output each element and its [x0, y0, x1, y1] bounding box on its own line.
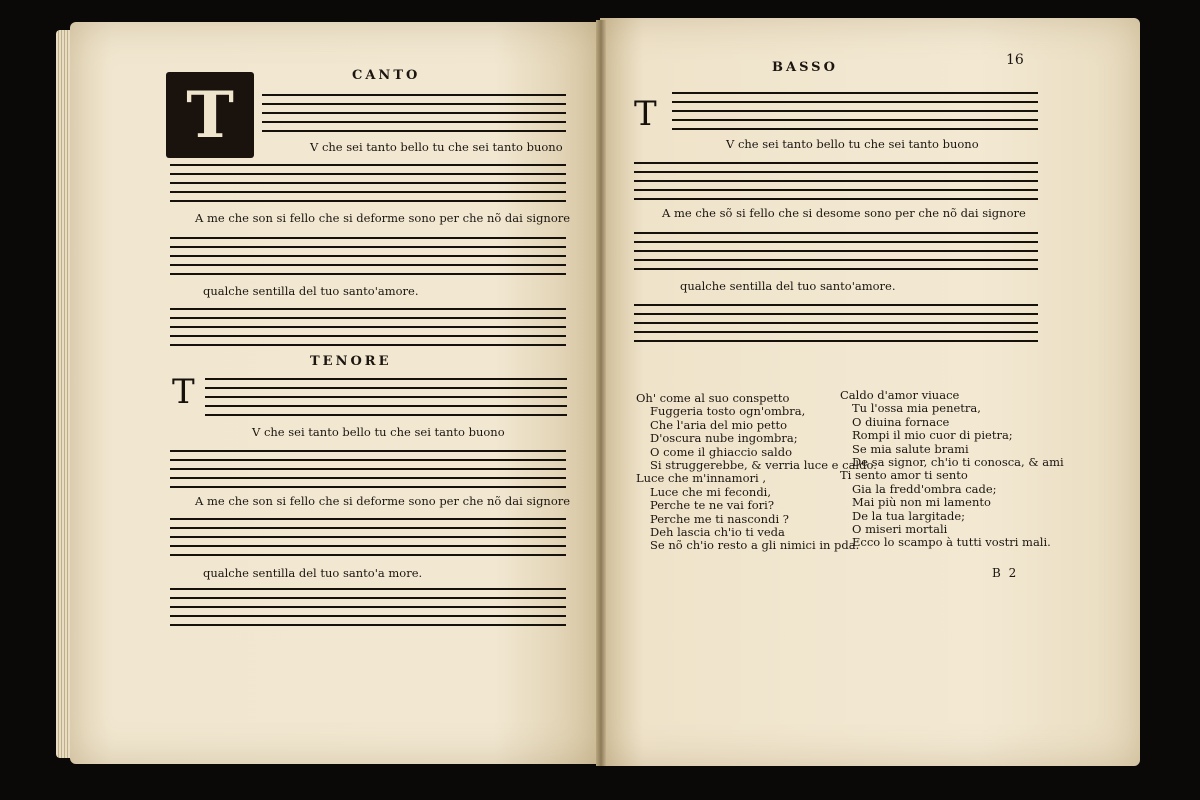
- poem-line: D'oscura nube ingombra;: [650, 431, 798, 446]
- poem-line: Perche te ne vai fori?: [650, 498, 774, 513]
- tenore-lyric-2: A me che son si fello che si deforme sono per che nõ dai signore: [195, 494, 571, 508]
- tenore-lyric-1: V che sei tanto bello tu che sei tanto buono: [252, 425, 505, 439]
- canto-lyric-3: qualche sentilla del tuo santo'amore.: [203, 284, 419, 298]
- poem-line: Fuggeria tosto ogn'ombra,: [650, 404, 806, 419]
- canto-lyric-2: A me che son si fello che si deforme sono per che nõ dai signore: [195, 211, 571, 225]
- basso-staff-3: [634, 230, 1038, 270]
- canto-staff-3: [170, 235, 566, 275]
- canto-label: CANTO: [352, 68, 421, 83]
- canto-staff-1: [262, 92, 566, 132]
- poem-line: De la tua largitade;: [852, 508, 966, 523]
- book-gutter: [596, 20, 606, 766]
- poem-line: Si struggerebbe, & verria luce e caldo.: [650, 458, 877, 473]
- poem-line: O come il ghiaccio saldo: [650, 444, 792, 459]
- tenore-staff-1: [205, 376, 567, 416]
- basso-label: BASSO: [772, 60, 838, 75]
- signature-mark: B 2: [992, 566, 1019, 580]
- tenore-staff-2: [170, 448, 566, 488]
- tenore-staff-3: [170, 516, 566, 556]
- basso-staff-1: [672, 90, 1038, 130]
- canto-lyric-1: V che sei tanto bello tu che sei tanto buono: [310, 140, 563, 154]
- poem-line: De sa signor, ch'io ti conosca, & ami: [852, 455, 1064, 470]
- poem-line: Che l'aria del mio petto: [650, 417, 788, 432]
- poem-line: O miseri mortali: [852, 522, 948, 537]
- basso-lyric-3: qualche sentilla del tuo santo'amore.: [680, 279, 896, 293]
- empty-staff-right-1: [634, 302, 1038, 342]
- poem-line: Gia la fredd'ombra cade;: [852, 481, 997, 496]
- basso-initial: T: [634, 94, 657, 134]
- poem-line: O diuina fornace: [852, 414, 950, 429]
- basso-staff-2: [634, 160, 1038, 200]
- poem-line: Luce che mi fecondi,: [650, 484, 772, 499]
- canto-staff-2: [170, 162, 566, 202]
- poem-line: Deh lascia ch'io ti veda: [650, 525, 785, 540]
- empty-staff-left-2: [170, 586, 566, 626]
- basso-lyric-2: A me che sõ si fello che si desome sono per che nõ dai signore: [662, 206, 1026, 220]
- tenore-label: TENORE: [310, 354, 392, 369]
- poem-line: Ecco lo scampo à tutti vostri mali.: [852, 535, 1051, 550]
- poem-line: Oh' come al suo conspetto: [636, 391, 790, 405]
- basso-lyric-1: V che sei tanto bello tu che sei tanto buono: [726, 137, 979, 151]
- poem-line: Se nõ ch'io resto a gli nimici in pda.: [650, 538, 860, 553]
- tenore-initial: T: [172, 372, 195, 412]
- empty-staff-left-1: [170, 306, 566, 346]
- poem-line: Ti sento amor ti sento: [840, 468, 968, 483]
- tenore-lyric-3: qualche sentilla del tuo santo'a more.: [203, 566, 423, 580]
- poem-line: Perche me ti nascondi ?: [650, 511, 789, 526]
- poem-line: Rompi il mio cuor di pietra;: [852, 428, 1013, 443]
- page-number: 16: [1006, 52, 1024, 68]
- decorated-initial: T: [166, 72, 254, 158]
- poem-column-2: [840, 389, 1064, 550]
- poem-line: Se mia salute brami: [852, 441, 969, 456]
- poem-line: Mai più non mi lamento: [852, 495, 991, 510]
- poem-line: Tu l'ossa mia penetra,: [852, 401, 981, 416]
- poem-line: Luce che m'innamori ,: [636, 471, 766, 486]
- poem-line: Caldo d'amor viuace: [840, 388, 960, 402]
